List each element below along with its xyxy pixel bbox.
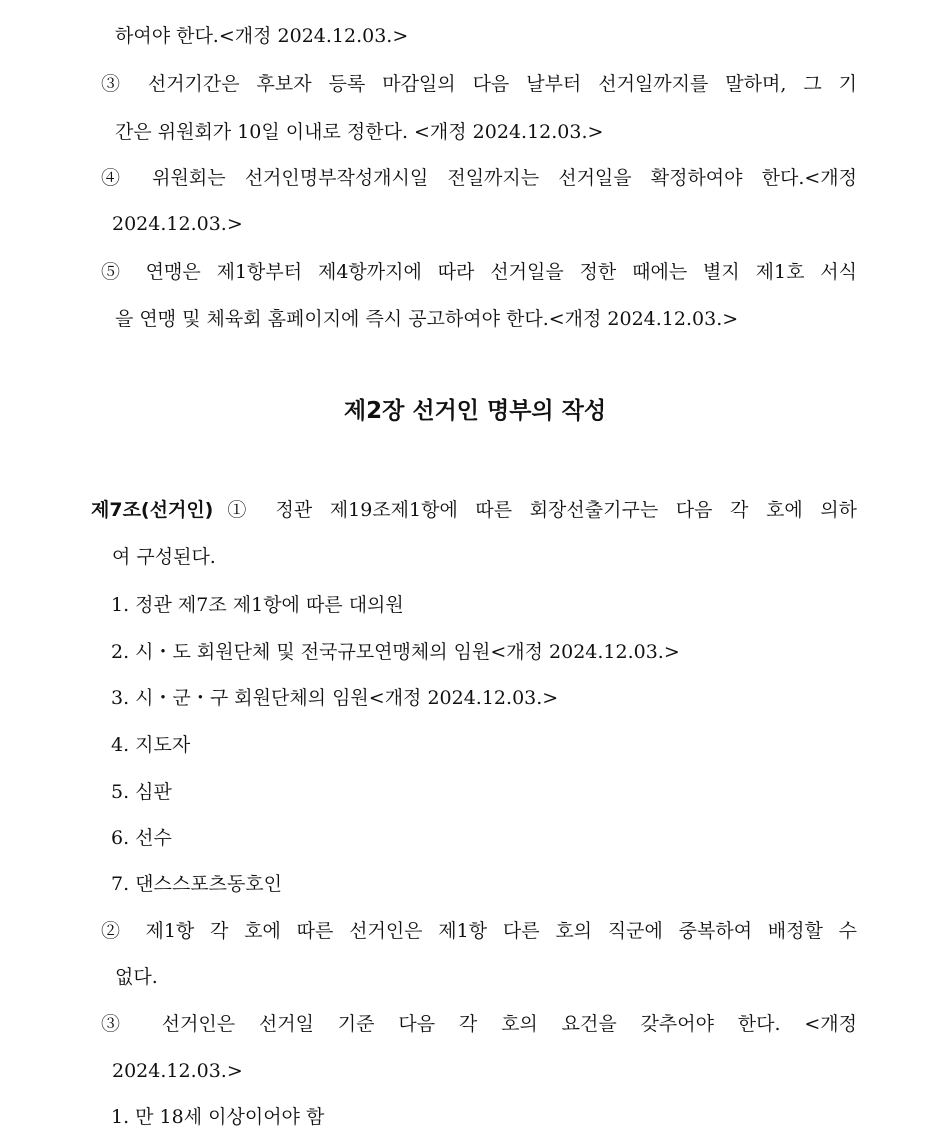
paragraph-4-line-2: 2024.12.03.> [112,213,243,235]
article-7-paragraph-1-line-1: ① 정관 제19조제1항에 따른 회장선출기구는 다음 각 호에 의하 [227,499,857,521]
list-item-3: 3. 시・군・구 회원단체의 임원<개정 2024.12.03.> [111,687,559,709]
list-item-6: 6. 선수 [111,827,172,849]
paragraph-3-list-item-1: 1. 만 18세 이상이어야 함 [111,1106,325,1128]
chapter-title: 제2장 선거인 명부의 작성 [343,398,607,424]
article-7-first-line [91,497,857,523]
list-item-1: 1. 정관 제7조 제1항에 따른 대의원 [111,594,404,616]
list-item-5: 5. 심판 [111,781,172,803]
paragraph-5-line-1: ⑤ 연맹은 제1항부터 제4항까지에 따라 선거일을 정한 때에는 별지 제1호 서식 [101,261,857,283]
paragraph-5-line-2: 을 연맹 및 체육회 홈페이지에 즉시 공고하여야 한다.<개정 2024.12.03.> [115,308,739,330]
paragraph-3-line-1: ③ 선거기간은 후보자 등록 마감일의 다음 날부터 선거일까지를 말하며, 그 기 [101,73,857,95]
article-7-paragraph-2-line-1: ② 제1항 각 호에 따른 선거인은 제1항 다른 호의 직군에 중복하여 배정할 수 [101,920,857,942]
article-7-paragraph-1-line-2: 여 구성된다. [112,546,216,568]
list-item-4: 4. 지도자 [111,734,191,756]
paragraph-3-line-2: 간은 위원회가 10일 이내로 정한다. <개정 2024.12.03.> [115,121,604,143]
article-7-title: 제7조(선거인) [91,499,214,521]
article-7-paragraph-2-line-2: 없다. [115,966,158,988]
list-item-7: 7. 댄스스포츠동호인 [111,873,282,895]
article-7-paragraph-3-line-2: 2024.12.03.> [112,1060,243,1082]
article-7-paragraph-3-line-1: ③ 선거인은 선거일 기준 다음 각 호의 요건을 갖추어야 한다. <개정 [101,1013,857,1035]
list-item-2: 2. 시・도 회원단체 및 전국규모연맹체의 임원<개정 2024.12.03.> [111,641,680,663]
text-line-continuation: 하여야 한다.<개정 2024.12.03.> [115,25,409,47]
paragraph-4-line-1: ④ 위원회는 선거인명부작성개시일 전일까지는 선거일을 확정하여야 한다.<개정 [101,167,857,189]
